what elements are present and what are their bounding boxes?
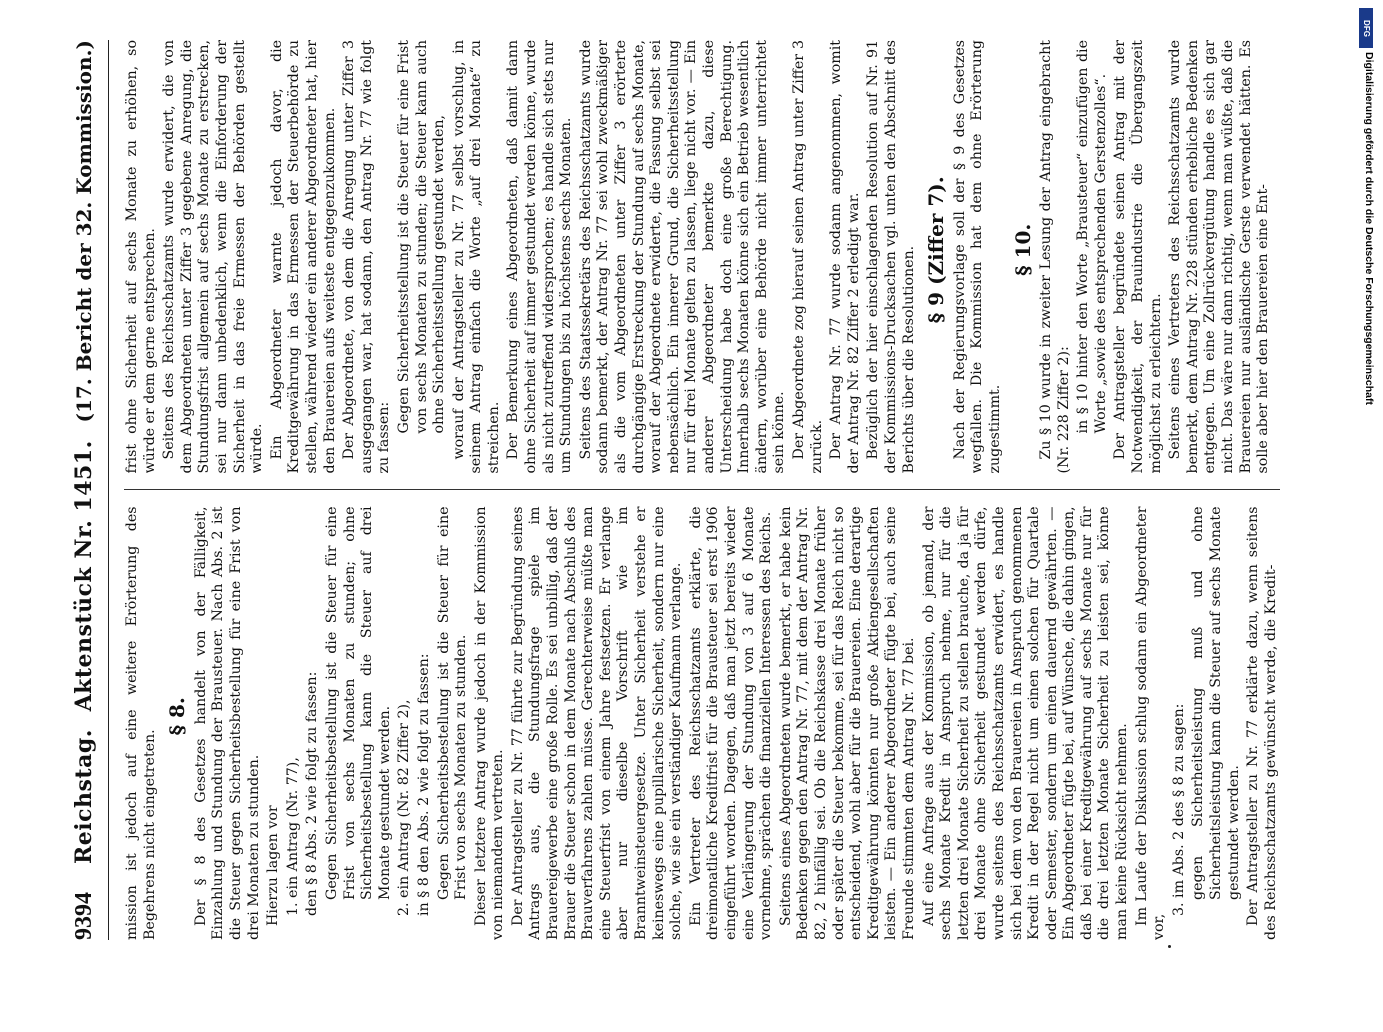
text-columns — [124, 40, 1280, 940]
paragraph: den § 8 Abs. 2 wie folgt zu fassen: — [304, 671, 321, 916]
paragraph: Der Antragsteller zu Nr. 77 erklärte dazu, wenn seitens des Reichsschatzamts gewünscht werde, die Kredit- — [1245, 506, 1279, 940]
paragraph: Ein Abgeordneter warnte jedoch davor, die Kreditgewährung in das Ermessen der Steuerbehörde zu stellen, während wieder ein anderer Abgeordneter hat, hier den Brauereien aufs weiteste entgegenzukommen. — [268, 40, 338, 474]
paragraph: Zu § 10 wurde in zweiter Lesung der Antrag eingebracht (Nr. 228 Ziffer 2): — [1038, 40, 1072, 474]
header-left-title: Reichstag. — [70, 729, 97, 864]
page-header — [60, 40, 109, 940]
section-heading: § 8. — [165, 697, 190, 736]
section-heading: § 10. — [1010, 223, 1035, 276]
header-center-title: Aktenstück Nr. 1451. — [71, 440, 97, 712]
paragraph: Gegen Sicherheitsbestellung ist die Steuer für eine Frist von sechs Monaten zu stunden; ohne Sicherheitsbestellung kann die Steuer auf drei Monate gestundet werden. — [323, 506, 393, 900]
paragraph: mission ist jedoch auf eine weitere Erörterung des Begehrens nicht eingetreten. — [124, 506, 158, 940]
paragraph: Der Antrag Nr. 77 wurde sodann angenommen, womit der Antrag Nr. 82 Ziffer 2 erledigt war. — [828, 40, 862, 474]
left-column — [124, 507, 1280, 941]
column-divider — [124, 490, 1280, 491]
paragraph: Der Abgeordnete, von dem die Anregung unter Ziffer 3 ausgegangen war, hat sodann, den Antrag Nr. 77 wie folgt zu fassen: — [341, 40, 393, 474]
right-column — [124, 40, 1280, 474]
print-speck — [1168, 945, 1171, 948]
paragraph: in § 8 den Abs. 2 wie folgt zu fassen: — [415, 653, 432, 916]
dfg-logo-text: DFG — [1361, 19, 1371, 37]
paragraph: Nach der Regierungsvorlage soll der § 9 des Gesetzes wegfallen. Die Kommission hat dem ohne Erörterung zugestimmt. — [951, 40, 1003, 474]
paragraph: worauf der Antragsteller zu Nr. 77 selbst vorschlug, in seinem Antrag einfach die Worte „auf drei Monate“ zu streichen. — [450, 40, 502, 474]
paragraph: Der Antragsteller begründete seinen Antrag mit der Notwendigkeit, der Brauindustrie die Übergangszeit möglichst zu erleichtern. — [1112, 40, 1164, 474]
paragraph: 1. ein Antrag (Nr. 77), — [284, 757, 301, 916]
credit-text: Digitalisierung gefördert durch die Deutsche Forschungsgemeinschaft — [1363, 52, 1375, 405]
paragraph: Der Abgeordnete zog hierauf seinen Antrag unter Ziffer 3 zurück. — [790, 40, 825, 474]
page-number: 9394 — [70, 892, 97, 940]
paragraph: 3. im Abs. 2 des § 8 zu sagen: — [1170, 703, 1187, 916]
header-right-title: (17. Bericht der 32. Kommission.) — [72, 40, 96, 423]
digitization-credit — [1359, 52, 1375, 1032]
paragraph: Seitens eines Vertreters des Reichsschatzamts wurde bemerkt, dem Antrag Nr. 228 stünden erhebliche Bedenken entgegen. Um eine Zollrückvergütung handle es sich gar nicht. Das wäre nur dann richtig, wenn man wüßte, daß die Brauereien nur ausländische Gerste verwendet hätten. Es solle aber hier den Brauereien eine Ent- — [1167, 40, 1272, 474]
paragraph: Gegen Sicherheitsbestellung ist die Steuer für eine Frist von sechs Monaten zu stunden. — [435, 506, 470, 900]
document-page — [20, 0, 1340, 1000]
paragraph: Auf eine Anfrage aus der Kommission, ob jemand, der sechs Monate Kredit in Anspruch nehme, nur für die letzten drei Monate Sicherheit zu stellen brauche, da ja für drei Monate ohne Sicherheit gestundet werden dürfe, wurde seitens des Reichsschatzamts erwidert, es handle sich bei dem von den Brauereien in Anspruch genommenen Kredit in der Regel nicht um einen solchen für Quartale oder Semester, sondern um einen dauernd gewährten. — Ein Abgeordneter fügte bei, auf Wünsche, die dahin gingen, daß bei einer Kreditgewährung auf sechs Monate nur für die drei letzten Monate Sicherheit zu leisten sei, könne man keine Rücksicht nehmen. — [920, 506, 1131, 940]
paragraph: Der Antragsteller zu Nr. 77 führte zur Begründung seines Antrags aus, die Stundungsfrage spiele im Brauereigewerbe eine große Rolle. Es sei unbillig, daß der Brauer die Steuer schon in dem Monate nach Abschluß des Brauverfahrens zahlen müsse. Gerechterweise müßte man eine Steuerfrist von einem Jahre festsetzen. Er verlange aber nur dieselbe Vorschrift wie im Branntweinsteuergesetze. Unter Sicherheit verstehe er keineswegs eine pupillarische Sicherheit, sondern nur eine solche, wie sie ein verständiger Kaufmann verlange. — [509, 506, 685, 940]
paragraph: Im Laufe der Diskussion schlug sodann ein Abgeordneter vor, — [1133, 506, 1168, 940]
paragraph: Seitens des Reichsschatzamts wurde erwidert, die von dem Abgeordneten unter Ziffer 3 gegebene Anregung, die Stundungsfrist allgemein auf sechs Monate zu erstrecken, sei nur dann unbedenklich, wenn die Einforderung der Sicherheit in das freie Ermessen der Behörden gestellt würde. — [161, 40, 266, 474]
paragraph: frist ohne Sicherheit auf sechs Monate zu erhöhen, so würde er dem gerne entsprechen. — [124, 40, 158, 474]
paragraph: gegen Sicherheitsleistung muß und ohne Sicherheitsleistung kann die Steuer auf sechs Monate gestundet werden. — [1190, 506, 1242, 900]
paragraph: 2. ein Antrag (Nr. 82 Ziffer 2), — [396, 699, 413, 916]
paragraph: Ein Vertreter des Reichsschatzamts erklärte, die dreimonatliche Kreditfrist für die Brausteuer sei erst 1906 eingeführt worden. Dagegen, daß man jetzt bereits wieder eine Verlängerung der Stundung von 3 auf 6 Monate vornehme, sprächen die finanziellen Interessen des Reichs. — [687, 506, 775, 940]
paragraph: Hierzu lagen vor — [265, 805, 282, 926]
paragraph: Seitens des Staatssekretärs des Reichsschatzamts wurde sodann bemerkt, der Antrag Nr. 77 sei wohl zweckmäßiger als die vom Abgeordneten unter Ziffer 3 erörterte durchgängige Erstreckung der Stundung auf sechs Monate, worauf der Abgeordnete erwiderte, die Fassung selbst sei nebensächlich. Ein innerer Grund, die Sicherheitsstellung nur für drei Monate gelten zu lassen, liege nicht vor. — Ein anderer Abgeordneter bemerkte dazu, diese Unterscheidung habe doch eine große Berechtigung. Innerhalb sechs Monaten könne sich ein Betrieb wesentlich ändern, worüber eine Behörde nicht immer unterrichtet sein könne. — [577, 40, 788, 474]
dfg-logo — [1359, 8, 1373, 48]
section-heading: § 9 (Ziffer 7). — [924, 176, 949, 324]
paragraph: Dieser letztere Antrag wurde jedoch in der Kommission von niemandem vertreten. — [472, 506, 507, 940]
header-left — [71, 729, 98, 940]
paragraph: Bezüglich der hier einschlagenden Resolution auf Nr. 91 der Kommissions-Drucksachen vgl. unten den Abschnitt des Berichts über die Resolutionen. — [865, 40, 917, 474]
paragraph: Der § 8 des Gesetzes handelt von der Fälligkeit, Einzahlung und Stundung der Brausteuer. Nach Abs. 2 ist die Steuer gegen Sicherheitsbestellung für eine Frist von drei Monaten zu stunden. — [192, 506, 262, 940]
paragraph: Der Bemerkung eines Abgeordneten, daß damit dann ohne Sicherheit auf immer gestundet werden könne, wurde als nicht zutreffend widersprochen; es handle sich stets nur um Stundungen bis zu höchstens sechs Monaten. — [505, 40, 575, 474]
paragraph: Seitens eines Abgeordneten wurde bemerkt, er habe kein Bedenken gegen den Antrag Nr. 77, mit dem der Antrag Nr. 82, 2 hinfällig sei. Ob die Reichskasse drei Monate früher oder später die Steuer bekomme, sei für das Reich nicht so entscheidend, wohl aber für die Brauereien. Eine derartige Kreditgewährung könnten nur große Aktiengesellschaften leisten. — Ein anderer Abgeordneter fügte bei, auch seine Freunde stimmten dem Antrag Nr. 77 bei. — [777, 506, 917, 940]
paragraph: in § 10 hinter den Worte „Brausteuer“ einzufügen die Worte „sowie des entsprechenden Gerstenzolles“. — [1075, 40, 1109, 434]
paragraph: Gegen Sicherheitsstellung ist die Steuer für eine Frist von sechs Monaten zu stunden; die Steuer kann auch ohne Sicherheitsstellung gestundet werden, — [395, 40, 448, 434]
